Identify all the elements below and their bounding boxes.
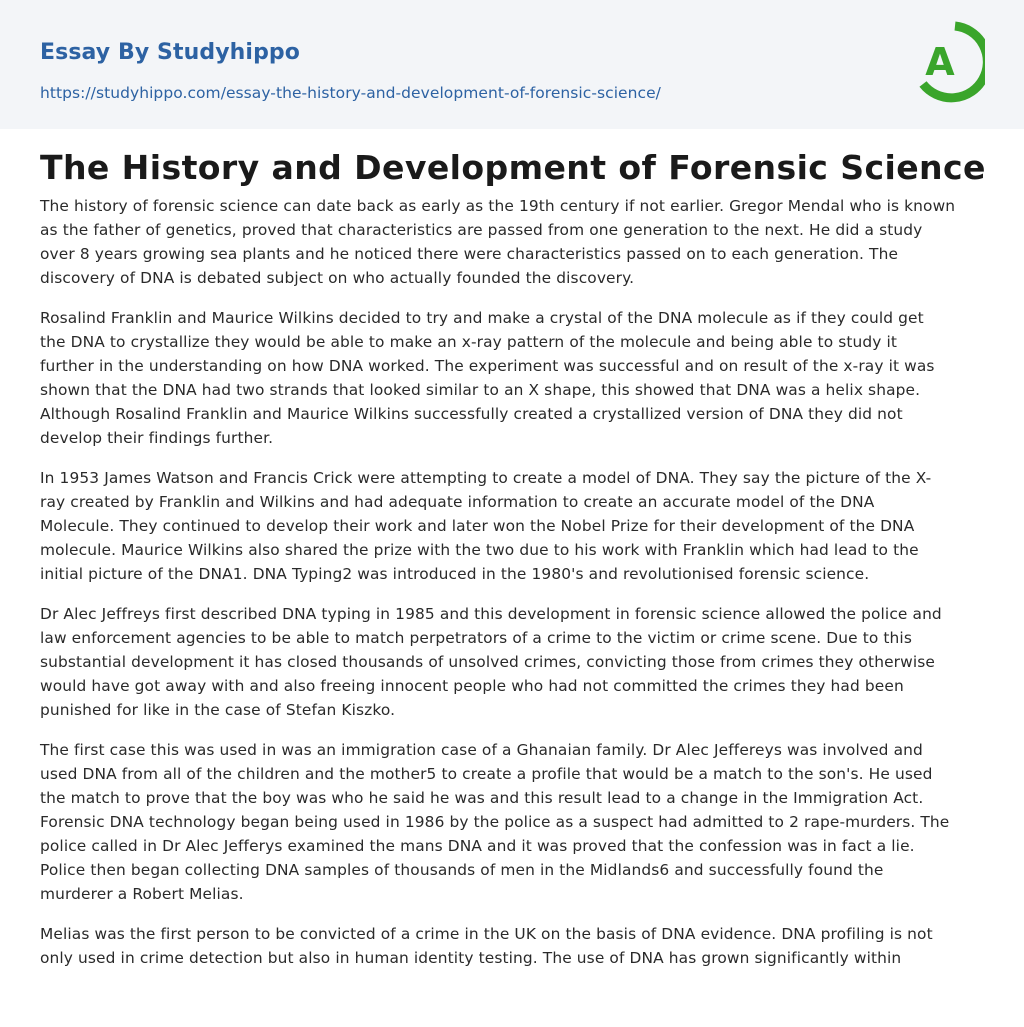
text-line: as the father of genetics, proved that characteristics are passed from one generation to the next. He did a study (40, 221, 923, 239)
text-line: The history of forensic science can date back as early as the 19th century if not earlier. Gregor Mendal who is known (40, 197, 956, 215)
studyhippo-logo-icon[interactable] (913, 20, 985, 104)
text-line: Rosalind Franklin and Maurice Wilkins decided to try and make a crystal of the DNA molecule as if they could get (40, 309, 924, 327)
text-line: molecule. Maurice Wilkins also shared the prize with the two due to his work with Franklin which had lead to the (40, 541, 919, 559)
paragraph (40, 306, 986, 450)
text-line: only used in crime detection but also in human identity testing. The use of DNA has grown significantly within (40, 949, 902, 967)
text-line: shown that the DNA had two strands that looked similar to an X shape, this showed that DNA was a helix shape. (40, 381, 921, 399)
logo-letter: A (925, 40, 955, 84)
text-line: ray created by Franklin and Wilkins and had adequate information to create an accurate model of the DNA (40, 493, 875, 511)
text-line: initial picture of the DNA1. DNA Typing2 was introduced in the 1980's and revolutionised forensic science. (40, 565, 870, 583)
text-line: discovery of DNA is debated subject on who actually founded the discovery. (40, 269, 635, 287)
text-line: Dr Alec Jeffreys first described DNA typing in 1985 and this development in forensic science allowed the police and (40, 605, 942, 623)
text-line: Melias was the first person to be convicted of a crime in the UK on the basis of DNA evidence. DNA profiling is not (40, 925, 933, 943)
text-line: further in the understanding on how DNA worked. The experiment was successful and on result of the x-ray it was (40, 357, 935, 375)
text-line: would have got away with and also freeing innocent people who had not committed the crimes they had been (40, 677, 904, 695)
text-line: The first case this was used in was an immigration case of a Ghanaian family. Dr Alec Jeffereys was involved and (40, 741, 923, 759)
text-line: law enforcement agencies to be able to match perpetrators of a crime to the victim or crime scene. Due to this (40, 629, 912, 647)
paragraph (40, 738, 986, 906)
paragraph (40, 922, 986, 970)
text-line: Molecule. They continued to develop their work and later won the Nobel Prize for their development of the DNA (40, 517, 915, 535)
site-header (0, 0, 1024, 129)
text-line: over 8 years growing sea plants and he noticed there were characteristics passed on to each generation. The (40, 245, 899, 263)
page-title: The History and Development of Forensic Science (40, 148, 986, 187)
text-line: Although Rosalind Franklin and Maurice Wilkins successfully created a crystallized version of DNA they did not (40, 405, 903, 423)
text-line: In 1953 James Watson and Francis Crick were attempting to create a model of DNA. They say the picture of the X- (40, 469, 932, 487)
text-line: substantial development it has closed thousands of unsolved crimes, convicting those from crimes they otherwise (40, 653, 935, 671)
essay-body (40, 194, 986, 986)
essay-url-link[interactable]: https://studyhippo.com/essay-the-history-and-development-of-forensic-science/ (40, 84, 661, 102)
brand-title[interactable]: Essay By Studyhippo (40, 40, 300, 65)
text-line: Forensic DNA technology began being used in 1986 by the police as a suspect had admitted to 2 rape-murders. The (40, 813, 950, 831)
text-line: Police then began collecting DNA samples of thousands of men in the Midlands6 and successfully found the (40, 861, 884, 879)
text-line: punished for like in the case of Stefan Kiszko. (40, 701, 396, 719)
text-line: murderer a Robert Melias. (40, 885, 244, 903)
text-line: used DNA from all of the children and the mother5 to create a profile that would be a match to the son's. He used (40, 765, 933, 783)
paragraph (40, 194, 986, 290)
text-line: police called in Dr Alec Jefferys examined the mans DNA and it was proved that the confession was in fact a lie. (40, 837, 915, 855)
text-line: the match to prove that the boy was who he said he was and this result lead to a change in the Immigration Act. (40, 789, 924, 807)
paragraph (40, 602, 986, 722)
text-line: the DNA to crystallize they would be able to make an x-ray pattern of the molecule and being able to study it (40, 333, 898, 351)
paragraph (40, 466, 986, 586)
text-line: develop their findings further. (40, 429, 274, 447)
